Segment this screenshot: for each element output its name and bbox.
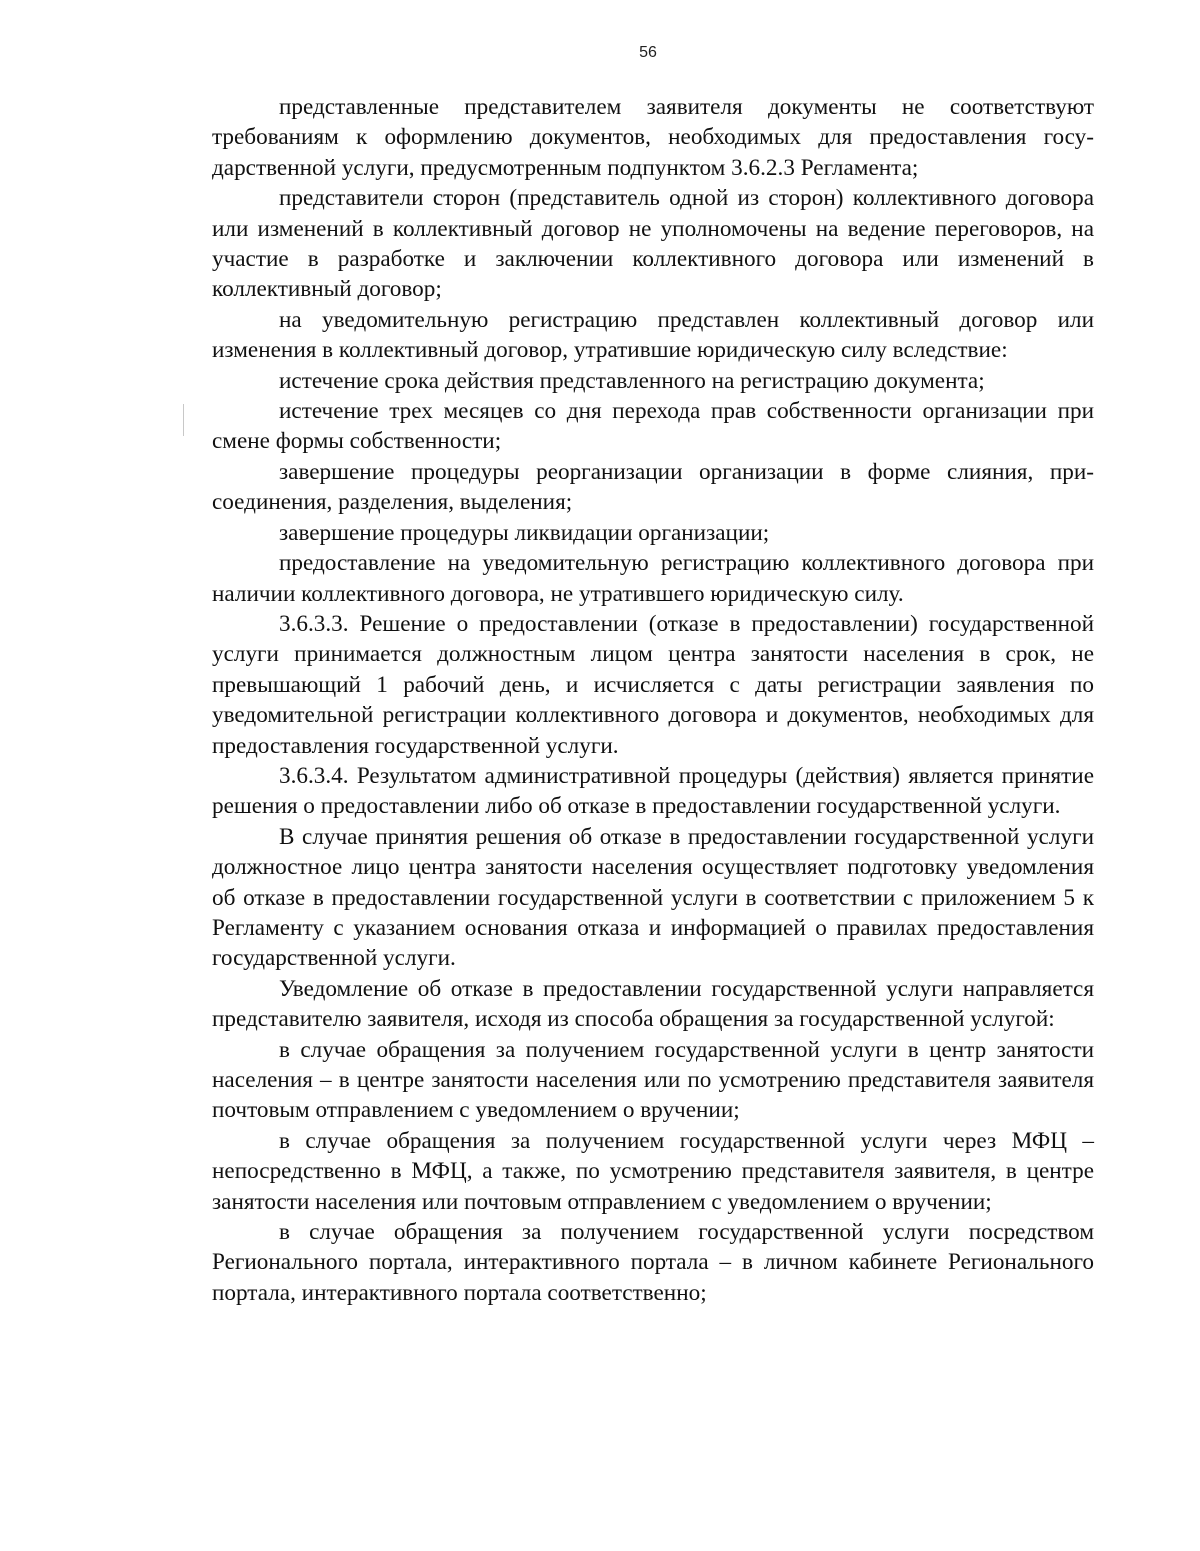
paragraph: 3.6.3.3. Решение о предоставлении (отказе в предоставлении) государственной услуги принимается должностным лицом центра занятости населения в срок, не превышающий 1 рабочий день, и исчисляется с даты регистрации заявления по уведомительной регистрации коллективного договора и документов, необходимых для предоставления государственной услуги. — [212, 610, 1094, 759]
paragraph: представители сторон (представитель одной из сторон) коллективного договора или изменений в коллективный договор не уполномочены на ведение переговоров, на участие в разработке и заключении коллективного договора или изменений в коллективный договор; — [212, 185, 1094, 303]
document-body — [212, 92, 1094, 1308]
paragraph: завершение процедуры ликвидации организации; — [279, 519, 770, 546]
paragraph: в случае обращения за получением государственной услуги в центр занятости населения – в центре занятости населения или по усмотрению представителя заявителя почтовым отправлением с уведомлением о вручении; — [212, 1036, 1094, 1124]
paragraph: завершение процедуры реорганизации организации в форме слияния, присоединения, разделения, выделения; — [212, 458, 1094, 516]
paragraph: в случае обращения за получением государственной услуги посредством Регионального портала, интерактивного портала – в личном кабинете Регионального портала, интерактивного портала соответственно; — [212, 1219, 1094, 1306]
paragraph: представленные представителем заявителя документы не соответствуют требованиям к оформлению документов, необходимых для предоставления государственной услуги, предусмотренным подпунктом 3.6.2.3 Регламента; — [212, 94, 1094, 181]
scan-margin-mark — [183, 404, 184, 436]
paragraph: на уведомительную регистрацию представлен коллективный договор или изменения в коллективный договор, утратившие юридическую силу вследствие: — [212, 306, 1094, 364]
paragraph: предоставление на уведомительную регистрацию коллективного договора при наличии коллективного договора, не утратившего юридическую силу. — [212, 550, 1094, 607]
paragraph: в случае обращения за получением государственной услуги через МФЦ – непосредственно в МФЦ, а также, по усмотрению представителя заявителя, в центре занятости населения или почтовым отправлением с уведомлением о вручении; — [212, 1127, 1094, 1215]
page-number: 56 — [639, 44, 657, 61]
paragraph: 3.6.3.4. Результатом административной процедуры (действия) является принятие решения о предоставлении либо об отказе в предоставлении государственной услуги. — [212, 762, 1094, 820]
paragraph: истечение срока действия представленного на регистрацию документа; — [279, 367, 985, 394]
paragraph: истечение трех месяцев со дня перехода прав собственности организации при смене формы собственности; — [212, 398, 1094, 455]
paragraph: Уведомление об отказе в предоставлении государственной услуги направляется представителю заявителя, исходя из способа обращения за государственной услугой: — [212, 975, 1094, 1033]
paragraph: В случае принятия решения об отказе в предоставлении государственной услуги должностное лицо центра занятости населения осуществляет подготовку уведомления об отказе в предоставлении государственной услуги в соответствии с приложением 5 к Регламенту с указанием основания отказа и информацией о правилах предоставления государственной услуги. — [212, 823, 1094, 972]
